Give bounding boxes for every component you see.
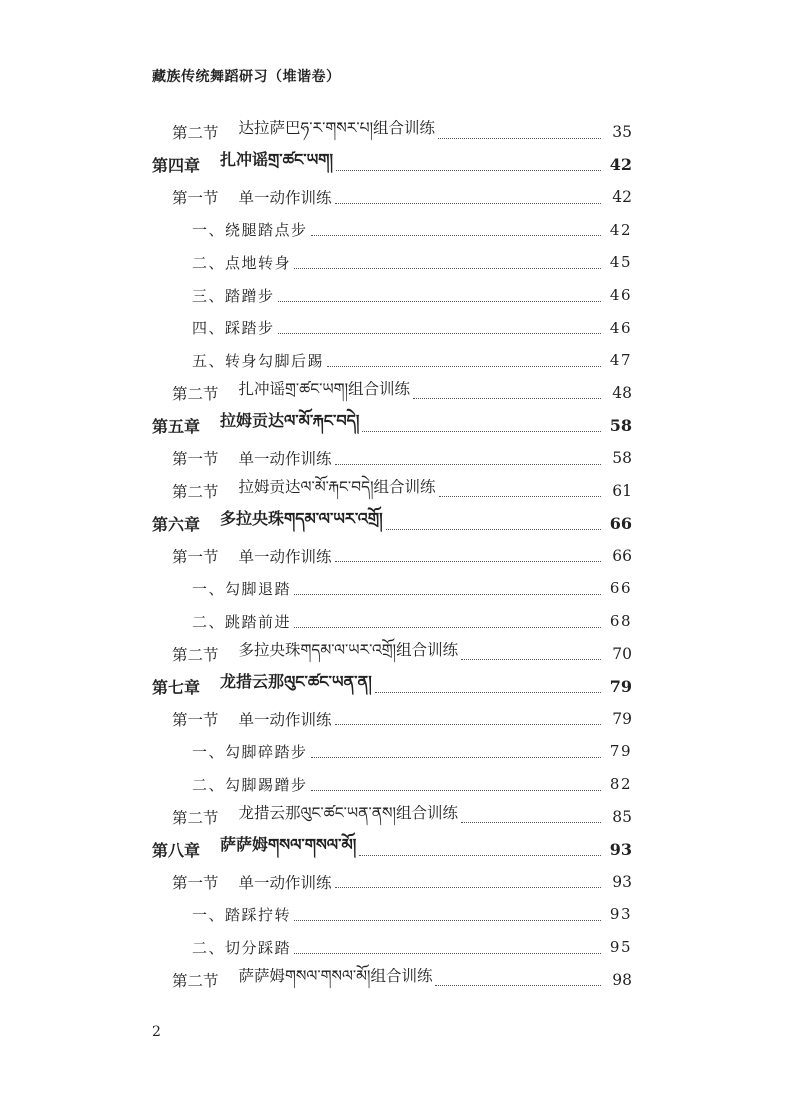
toc-entry-page: 70 <box>612 644 632 663</box>
dot-leader <box>311 235 601 236</box>
toc-entry-number: 四、 <box>192 319 226 338</box>
dot-leader <box>335 724 601 725</box>
toc-entry-title: 拉姆贡达ལ་མོ་རྐང་བདེ། <box>220 410 360 430</box>
toc-entry-section[interactable] <box>0 477 790 505</box>
dot-leader <box>327 366 601 367</box>
toc-entry-section[interactable] <box>0 379 790 407</box>
dot-leader <box>439 496 601 497</box>
toc-entry-title: 勾脚踢蹭步 <box>225 775 308 794</box>
dot-leader <box>359 855 601 856</box>
toc-entry-title: 龙措云那ལུང་ཚང་ཡན་ན། <box>220 671 372 691</box>
toc-entry-number: 第二节 <box>172 384 219 403</box>
toc-entry-title: 点地转身 <box>225 253 292 272</box>
running-header: 藏族传统舞蹈研习（堆谐卷） <box>152 69 341 85</box>
toc-entry-number: 第二节 <box>172 482 219 501</box>
toc-entry-chapter[interactable] <box>0 672 790 700</box>
toc-entry-page: 46 <box>609 318 632 337</box>
toc-entry-page: 79 <box>612 709 632 728</box>
toc-entry-page: 93 <box>612 872 632 891</box>
toc-entry-page: 85 <box>612 807 632 826</box>
toc-entry-number: 第一节 <box>172 547 219 566</box>
toc-entry-title: 绕腿踏点步 <box>225 221 308 240</box>
toc-entry-title: 切分踩踏 <box>225 938 292 957</box>
toc-entry-number: 第八章 <box>152 840 201 860</box>
toc-entry-title: 萨萨姆གསལ་གསལ་མོ། <box>220 834 357 854</box>
toc-entry-number: 第六章 <box>152 514 201 534</box>
toc-entry-title: 萨萨姆གསལ་གསལ་མོ།组合训练 <box>238 966 433 985</box>
toc-entry-number: 二、 <box>192 612 226 631</box>
toc-entry-item[interactable] <box>0 248 790 276</box>
toc-entry-title: 单一动作训练 <box>238 189 332 208</box>
toc-entry-item[interactable] <box>0 314 790 342</box>
toc-entry-page: 79 <box>609 676 632 696</box>
dot-leader <box>413 398 601 399</box>
toc-entry-item[interactable] <box>0 737 790 765</box>
toc-entry-number: 第五章 <box>152 416 201 436</box>
toc-entry-page: 61 <box>612 481 632 500</box>
dot-leader <box>294 268 601 269</box>
toc-entry-number: 第二节 <box>172 971 219 990</box>
dot-leader <box>278 301 601 302</box>
toc-entry-number: 第二节 <box>172 124 219 142</box>
dot-leader <box>335 464 601 465</box>
toc-entry-page: 79 <box>609 742 632 761</box>
toc-entry-title: 踏踩拧转 <box>225 905 292 924</box>
toc-entry-page: 68 <box>609 612 632 630</box>
toc-entry-title: 勾脚碎踏步 <box>225 742 308 761</box>
dot-leader <box>375 692 601 693</box>
dot-leader <box>335 203 601 204</box>
toc-entry-page: 93 <box>609 839 632 859</box>
toc-entry-page: 46 <box>609 286 632 304</box>
toc-entry-title: 勾脚退踏 <box>225 579 292 598</box>
dot-leader <box>386 529 601 530</box>
toc-entry-section[interactable] <box>0 118 790 146</box>
toc-entry-title: 达拉萨巴ཧ་ར་གསར་པ།组合训练 <box>238 119 436 137</box>
toc-entry-number: 第一节 <box>172 873 219 892</box>
toc-entry-title: 龙措云那ལུང་ཚང་ཡན་ནས།组合训练 <box>238 803 458 822</box>
toc-entry-number: 第二节 <box>172 645 219 664</box>
toc-entry-page: 45 <box>609 253 632 272</box>
toc-entry-number: 一、 <box>192 905 226 924</box>
page-number: 2 <box>152 1024 161 1040</box>
toc-entry-page: 58 <box>609 415 632 435</box>
dot-leader <box>461 659 601 660</box>
toc-entry-title: 扎冲谣གྲ་ཚང་ཡག། <box>220 150 334 170</box>
toc-entry-title: 跳踏前进 <box>225 612 292 631</box>
toc-entry-title: 踩踏步 <box>225 319 275 338</box>
toc-entry-number: 第一节 <box>172 710 219 729</box>
dot-leader <box>336 170 601 171</box>
toc-entry-number: 二、 <box>192 775 226 794</box>
dot-leader <box>435 985 601 986</box>
toc-entry-page: 98 <box>612 970 632 989</box>
toc-entry-chapter[interactable] <box>0 835 790 863</box>
toc-entry-item[interactable] <box>0 574 790 602</box>
toc-entry-page: 42 <box>609 155 632 175</box>
toc-entry-section[interactable] <box>0 966 790 994</box>
toc-entry-number: 第二节 <box>172 808 219 827</box>
toc-entry-title: 转身勾脚后踢 <box>225 351 325 370</box>
dot-leader <box>311 757 601 758</box>
toc-entry-title: 单一动作训练 <box>238 710 332 729</box>
dot-leader <box>438 138 601 139</box>
toc-entry-number: 第四章 <box>152 156 201 176</box>
toc-entry-number: 二、 <box>192 253 226 272</box>
toc-entry-page: 95 <box>609 938 632 956</box>
toc-entry-chapter[interactable] <box>0 151 790 179</box>
toc-entry-number: 三、 <box>192 286 226 305</box>
toc-entry-page: 66 <box>612 546 632 565</box>
toc-entry-section[interactable] <box>0 183 790 211</box>
toc-entry-page: 66 <box>609 513 632 533</box>
toc-entry-page: 58 <box>612 449 632 467</box>
toc-entry-title: 多拉央珠གདམ་ལ་ཡར་འགྲོ། <box>220 508 383 528</box>
dot-leader <box>335 887 601 888</box>
toc-entry-page: 93 <box>609 905 632 924</box>
toc-entry-chapter[interactable] <box>0 509 790 537</box>
toc-entry-number: 第一节 <box>172 189 219 208</box>
toc-entry-title: 单一动作训练 <box>238 873 332 892</box>
toc-entry-page: 42 <box>612 188 632 207</box>
toc-entry-title: 单一动作训练 <box>238 547 332 566</box>
toc-entry-title: 多拉央珠གདམ་ལ་ཡར་འགྲོ།组合训练 <box>238 640 459 659</box>
toc-entry-page: 47 <box>609 351 632 370</box>
dot-leader <box>294 627 601 628</box>
dot-leader <box>362 431 601 432</box>
toc-entry-section[interactable] <box>0 640 790 668</box>
toc-entry-section[interactable] <box>0 803 790 831</box>
toc-entry-item[interactable] <box>0 216 790 244</box>
toc-entry-number: 第七章 <box>152 677 201 697</box>
dot-leader <box>311 790 601 791</box>
toc-entry-page: 66 <box>609 579 632 598</box>
toc-entry-number: 五、 <box>192 351 226 370</box>
toc-entry-page: 42 <box>609 220 632 239</box>
dot-leader <box>278 333 601 334</box>
toc-entry-chapter[interactable] <box>0 411 790 439</box>
dot-leader <box>335 561 601 562</box>
toc-entry-title: 拉姆贡达ལ་མོ་རྐང་བདེ།组合训练 <box>238 477 436 496</box>
toc-entry-title: 单一动作训练 <box>238 450 332 468</box>
dot-leader <box>461 822 601 823</box>
toc-entry-title: 踏蹭步 <box>225 286 275 305</box>
toc-entry-number: 一、 <box>192 742 226 761</box>
toc-entry-page: 48 <box>612 383 632 402</box>
toc-entry-item[interactable] <box>0 900 790 928</box>
toc-entry-number: 一、 <box>192 579 226 598</box>
toc-entry-page: 35 <box>612 123 632 141</box>
toc-entry-title: 扎冲谣གྲ་ཚང་ཡག།组合训练 <box>238 379 411 398</box>
toc-entry-number: 二、 <box>192 938 226 957</box>
toc-entry-section[interactable] <box>0 542 790 570</box>
toc-entry-number: 一、 <box>192 221 226 240</box>
toc-entry-page: 82 <box>609 775 632 793</box>
toc-entry-item[interactable] <box>0 281 790 309</box>
toc-entry-number: 第一节 <box>172 450 219 468</box>
dot-leader <box>294 920 601 921</box>
dot-leader <box>294 594 601 595</box>
toc-entry-section[interactable] <box>0 705 790 733</box>
dot-leader <box>294 953 601 954</box>
toc-entry-section[interactable] <box>0 868 790 896</box>
